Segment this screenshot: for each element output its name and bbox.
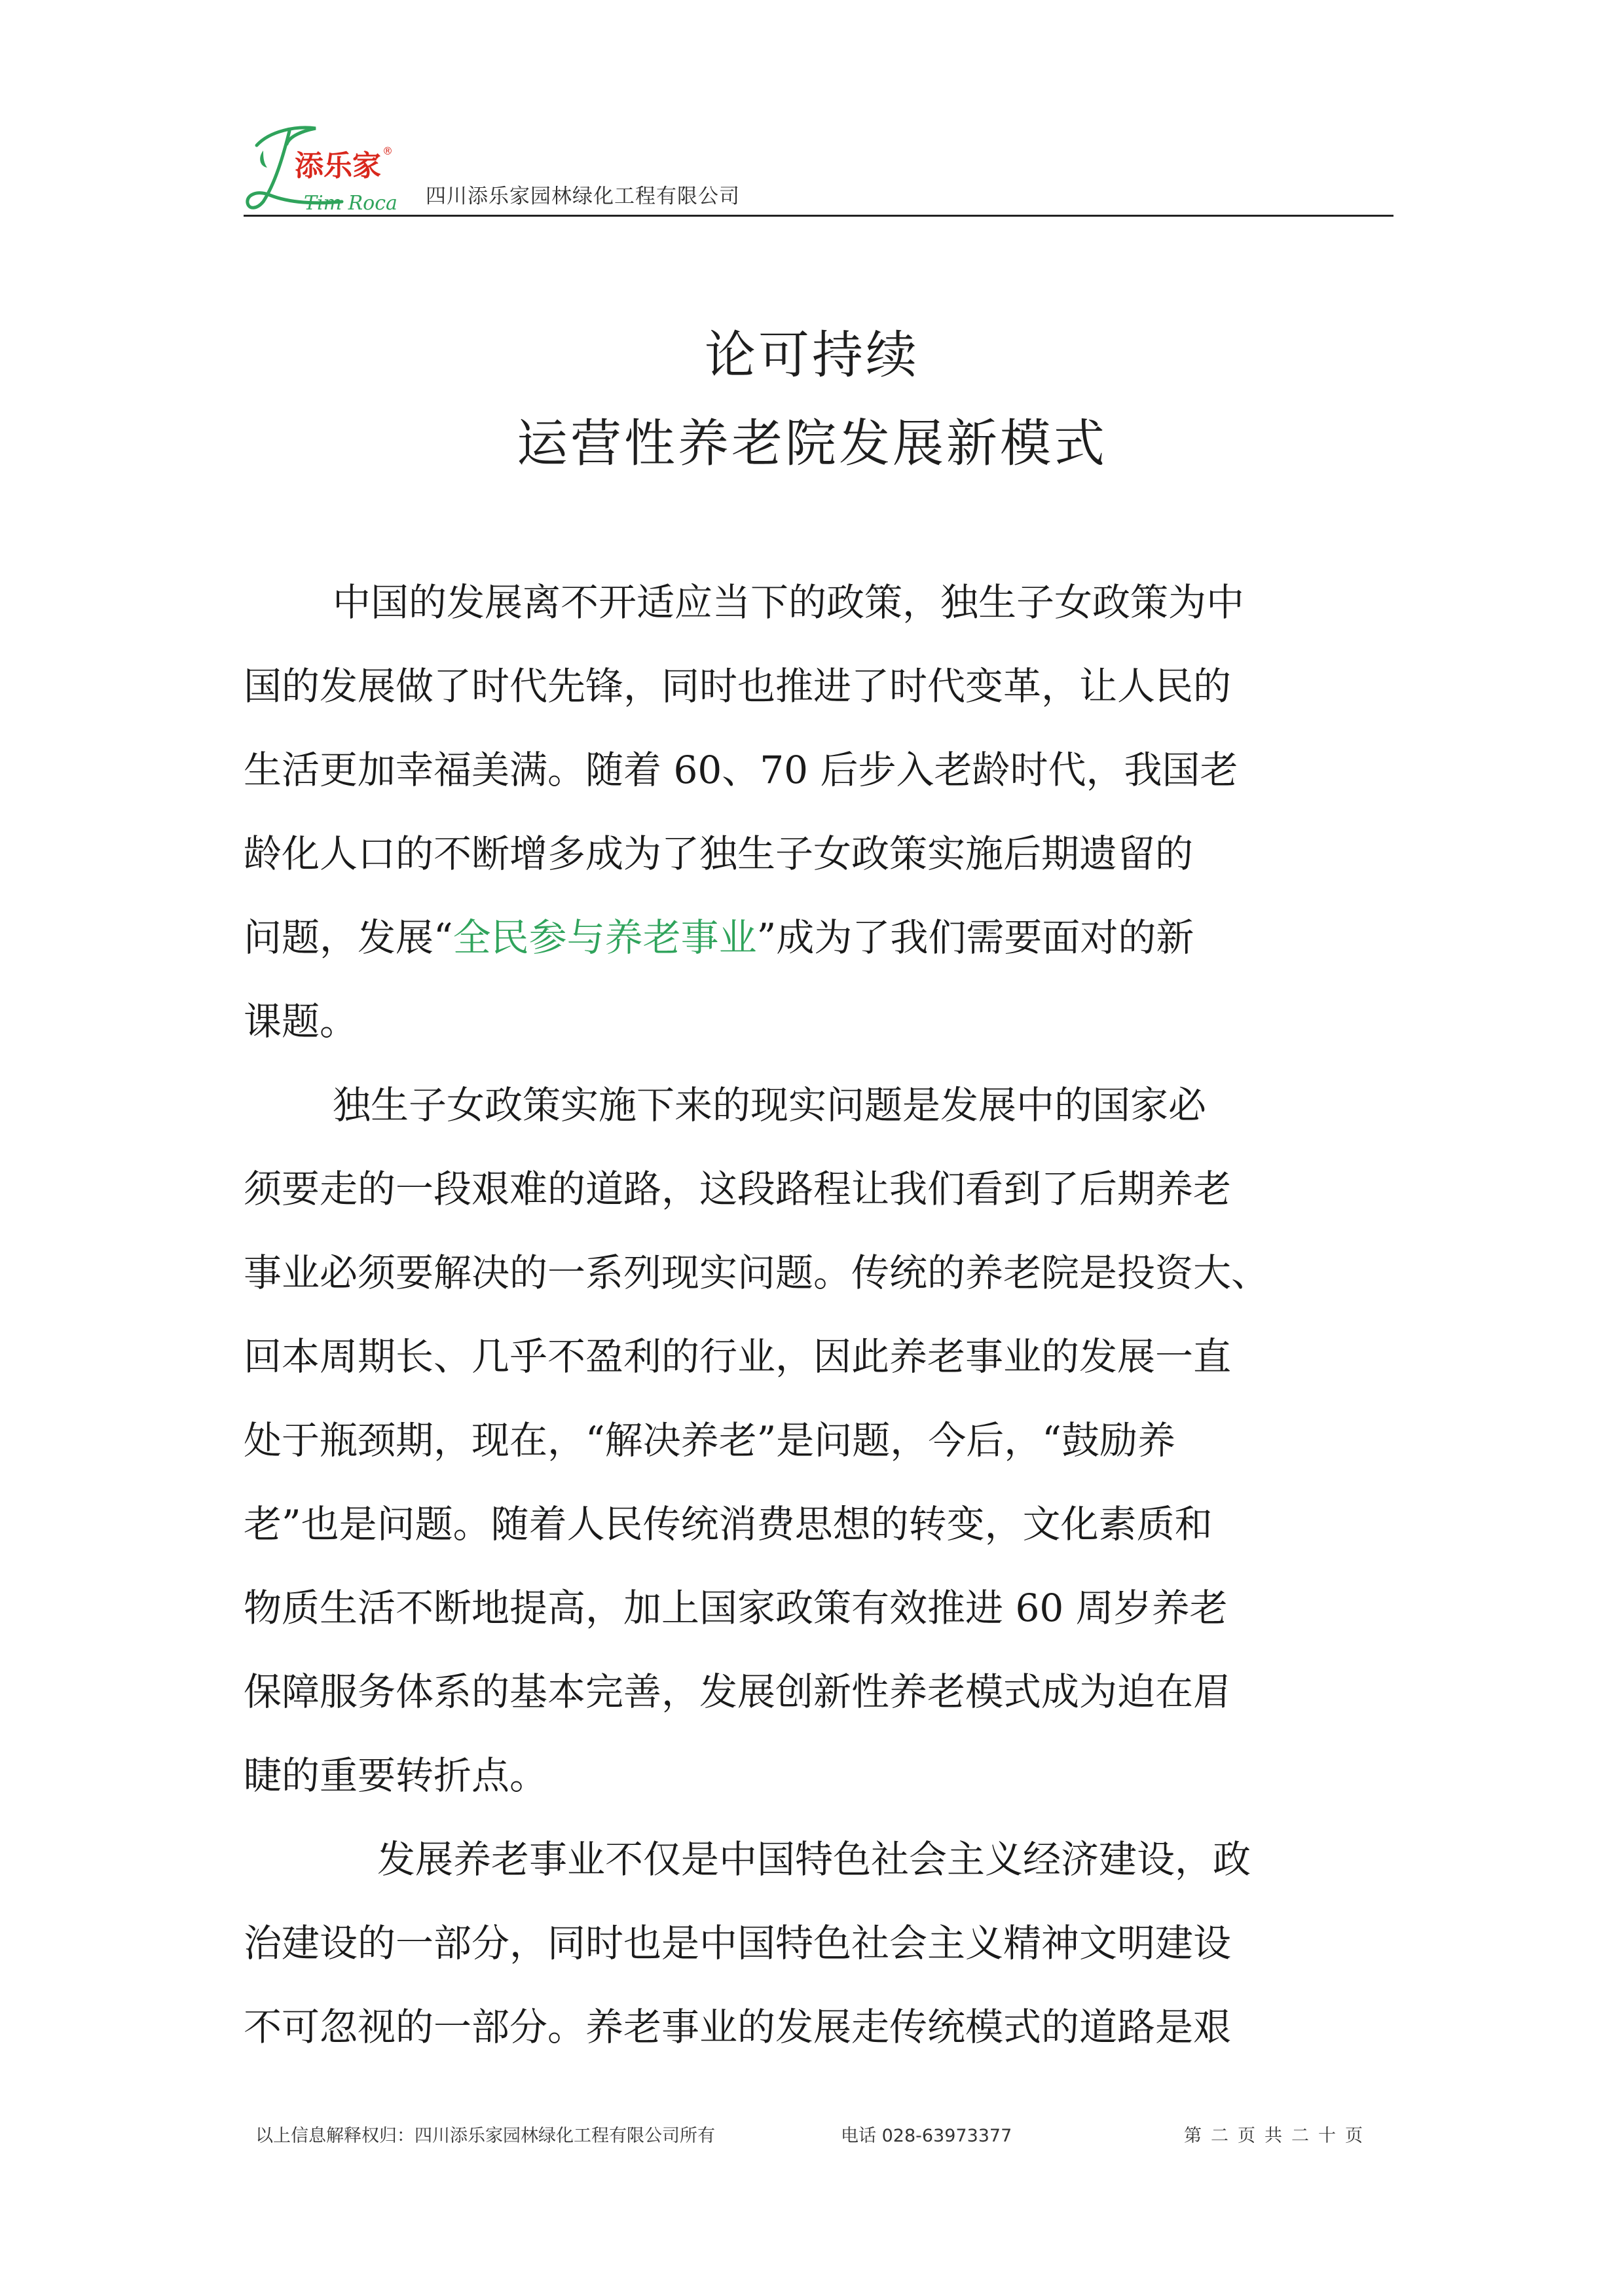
text-run: ”成为了我们需要面对的新 <box>756 915 1194 960</box>
paragraph-2-line: 须要走的一段艰难的道路，这段路程让我们看到了后期养老 <box>244 1167 1232 1211</box>
logo-en-text: Tim Roca <box>304 192 397 215</box>
paragraph-2-line: 保障服务体系的基本完善，发展创新性养老模式成为迫在眉 <box>244 1669 1232 1714</box>
paragraph-2-line: 睫的重要转折点。 <box>244 1753 548 1798</box>
paragraph-1-line: 国的发展做了时代先锋，同时也推进了时代变革，让人民的 <box>244 664 1232 708</box>
leaf-T-logo-icon <box>244 111 420 216</box>
paragraph-2-line: 处于瓶颈期，现在，“解决养老”是问题，今后，“鼓励养 <box>244 1418 1175 1463</box>
document-title-line-1: 论可持续 <box>704 326 919 385</box>
header-divider <box>244 215 1393 217</box>
paragraph-1-line: 中国的发展离不开适应当下的政策，独生子女政策为中 <box>333 580 1245 625</box>
page-header <box>244 111 1393 219</box>
paragraph-2-line: 老”也是问题。随着人民传统消费思想的转变，文化素质和 <box>244 1502 1213 1546</box>
document-title-line-2: 运营性养老院发展新模式 <box>516 414 1107 473</box>
paragraph-2-line: 独生子女政策实施下来的现实问题是发展中的国家必 <box>333 1083 1207 1127</box>
highlight-phrase: 全民参与养老事业 <box>452 915 757 960</box>
paragraph-2-line: 回本周期长、几乎不盈利的行业，因此养老事业的发展一直 <box>244 1334 1232 1379</box>
logo-registered-mark: ® <box>382 145 393 157</box>
text-run: 问题，发展“ <box>244 915 453 960</box>
paragraph-1-line: 龄化人口的不断增多成为了独生子女政策实施后期遗留的 <box>244 831 1194 876</box>
footer-phone: 电话 028-63973377 <box>841 2126 1012 2146</box>
footer-page-number: 第二页共二十页 <box>1184 2126 1372 2146</box>
paragraph-1-line <box>244 915 1194 960</box>
paragraph-1-line: 生活更加幸福美满。随着 60、70 后步入老龄时代，我国老 <box>244 748 1238 792</box>
header-company-name: 四川添乐家园林绿化工程有限公司 <box>426 185 740 208</box>
paragraph-3-line: 发展养老事业不仅是中国特色社会主义经济建设，政 <box>377 1837 1251 1882</box>
paragraph-2-line: 物质生活不断地提高，加上国家政策有效推进 60 周岁养老 <box>244 1586 1228 1630</box>
footer-rights: 以上信息解释权归：四川添乐家园林绿化工程有限公司所有 <box>255 2126 715 2146</box>
paragraph-3-line: 不可忽视的一部分。养老事业的发展走传统模式的道路是艰 <box>244 2005 1232 2049</box>
paragraph-2-line: 事业必须要解决的一系列现实问题。传统的养老院是投资大、 <box>244 1250 1270 1295</box>
paragraph-3-line: 治建设的一部分，同时也是中国特色社会主义精神文明建设 <box>244 1921 1232 1965</box>
paragraph-1-line: 课题。 <box>244 999 358 1044</box>
logo-cn-text: 添乐家 <box>295 149 381 183</box>
